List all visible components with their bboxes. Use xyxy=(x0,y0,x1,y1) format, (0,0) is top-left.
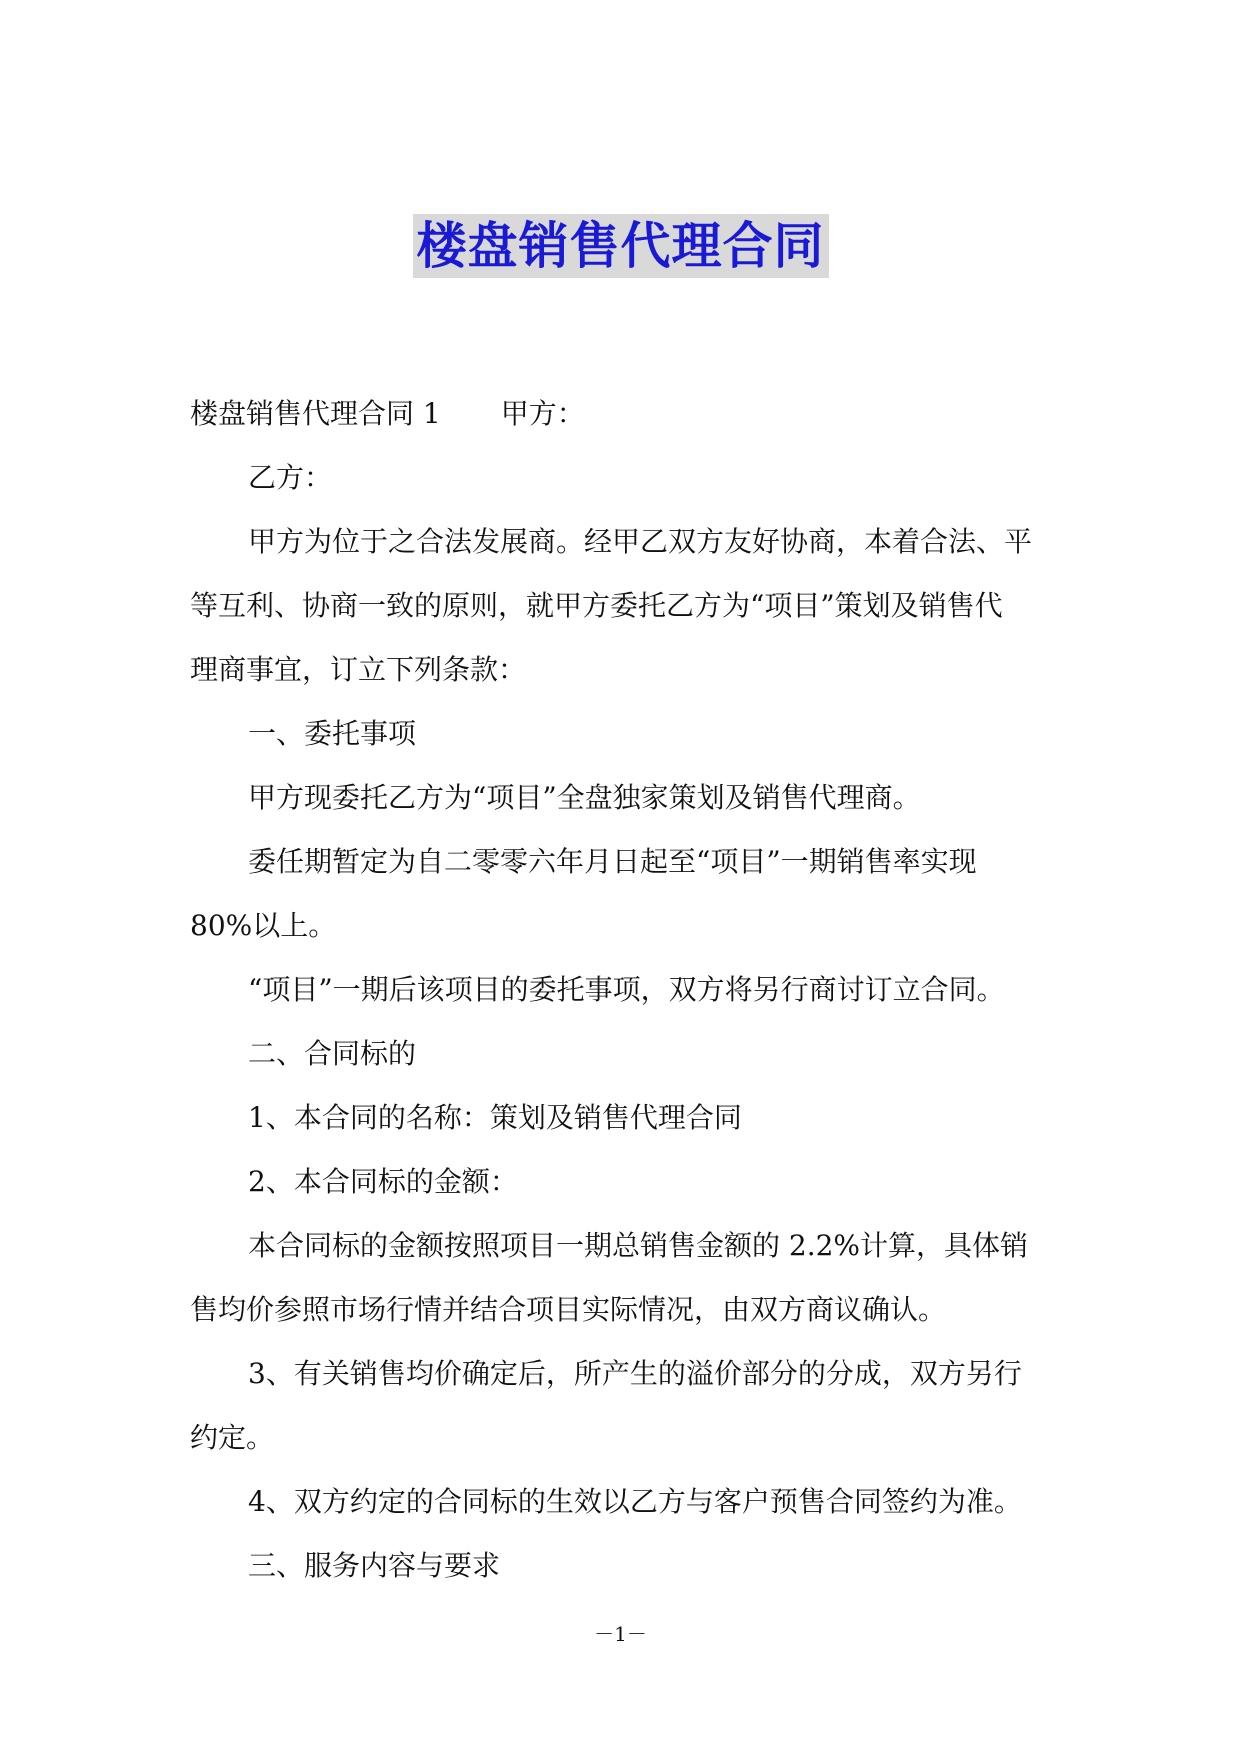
document-title: 楼盘销售代理合同 xyxy=(413,214,829,278)
section-heading: 一、委托事项 xyxy=(248,717,417,750)
section-heading: 二、合同标的 xyxy=(248,1037,417,1070)
page-number: －1－ xyxy=(594,1622,647,1646)
party-b-line: 乙方： xyxy=(248,461,333,494)
paragraph-line: “项目”一期后该项目的委托事项，双方将另行商讨订立合同。 xyxy=(248,973,1005,1006)
paragraph-line: 3、有关销售均价确定后，所产生的溢价部分的分成，双方另行 xyxy=(248,1357,1022,1390)
heading-prefix: 楼盘销售代理合同 1 xyxy=(190,397,441,430)
title-container xyxy=(0,214,1241,278)
paragraph-line: 1、本合同的名称：策划及销售代理合同 xyxy=(248,1101,742,1134)
paragraph-line: 售均价参照市场行情并结合项目实际情况，由双方商议确认。 xyxy=(190,1293,947,1326)
paragraph-line: 等互利、协商一致的原则，就甲方委托乙方为“项目”策划及销售代 xyxy=(190,589,1003,622)
paragraph-line: 甲方现委托乙方为“项目”全盘独家策划及销售代理商。 xyxy=(248,781,921,814)
paragraph-line: 2、本合同标的金额： xyxy=(248,1165,518,1198)
paragraph-line: 80%以上。 xyxy=(190,909,337,942)
paragraph-line: 本合同标的金额按照项目一期总销售金额的 2.2%计算，具体销 xyxy=(248,1229,1029,1262)
paragraph-line: 4、双方约定的合同标的生效以乙方与客户预售合同签约为准。 xyxy=(248,1485,1022,1518)
paragraph-line: 约定。 xyxy=(190,1421,275,1454)
section-heading: 三、服务内容与要求 xyxy=(248,1549,501,1582)
heading-line xyxy=(190,382,1056,446)
paragraph-line: 甲方为位于之合法发展商。经甲乙双方友好协商，本着合法、平 xyxy=(248,525,1033,558)
paragraph-line: 委任期暂定为自二零零六年月日起至“项目”一期销售率实现 xyxy=(248,845,977,878)
party-a-label: 甲方： xyxy=(500,397,585,430)
paragraph-line: 理商事宜，订立下列条款： xyxy=(190,653,527,686)
document-body xyxy=(190,382,1056,1598)
